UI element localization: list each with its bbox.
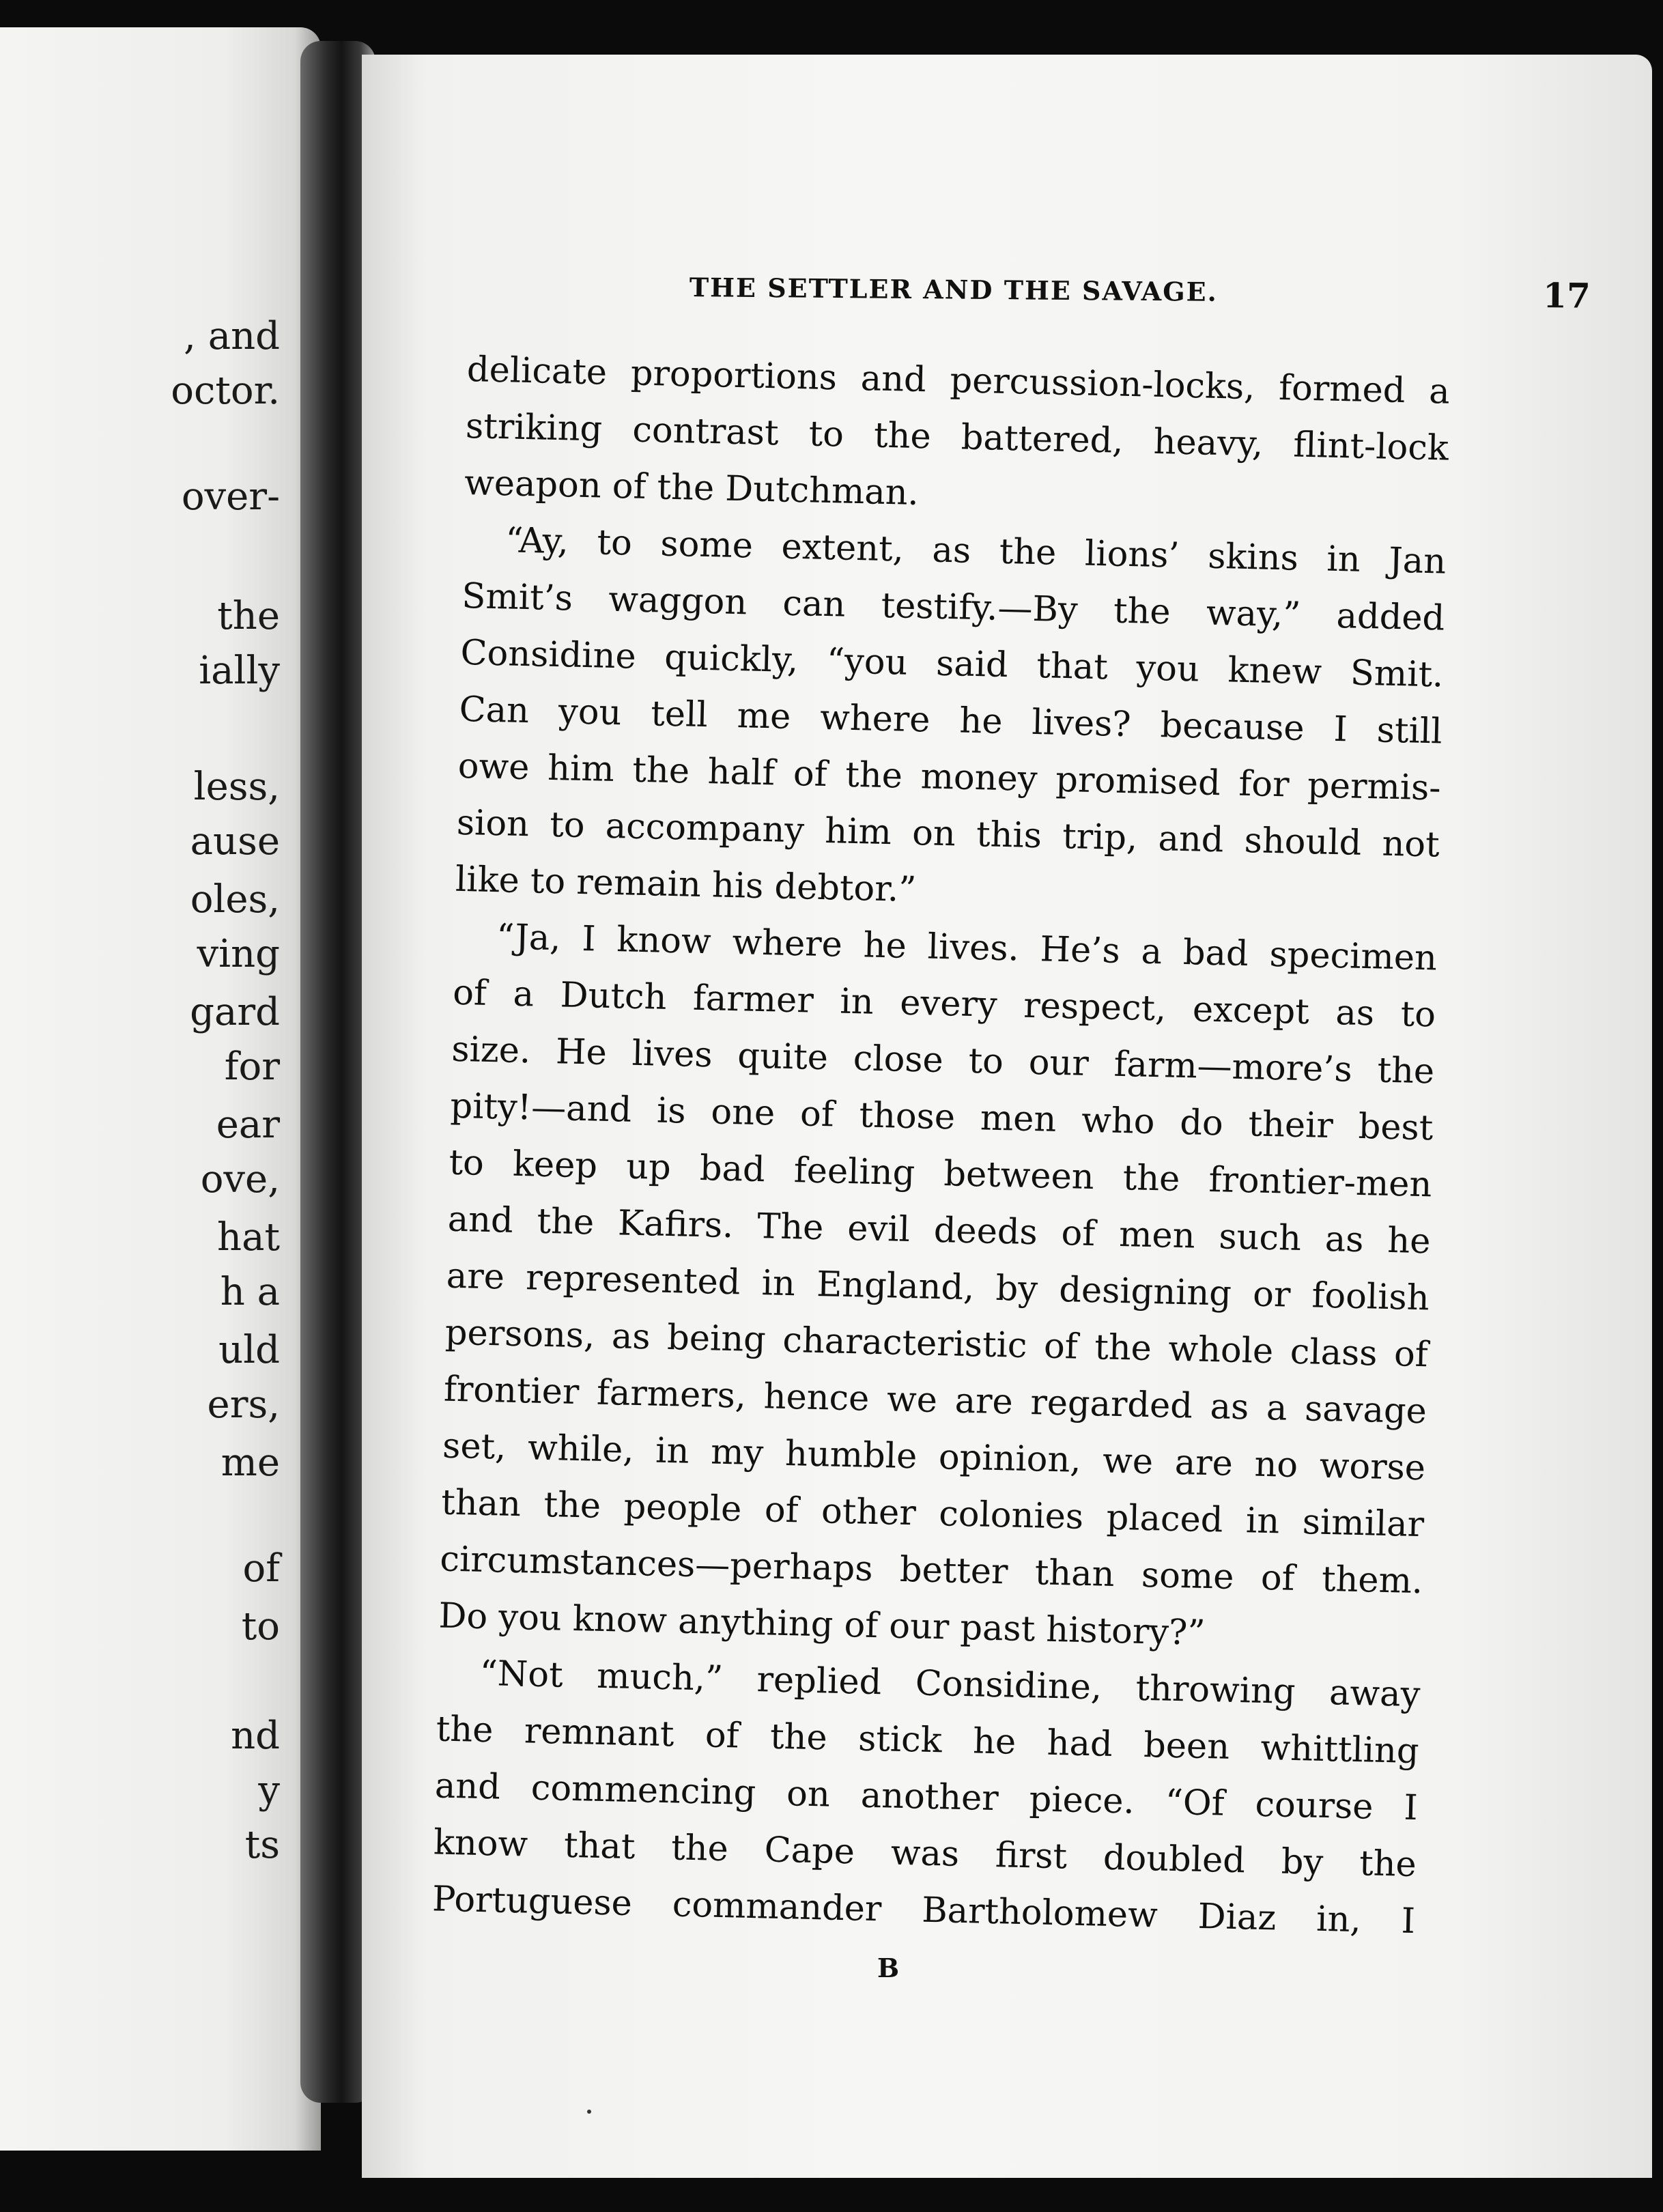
left-fragment: me	[221, 1441, 280, 1485]
left-fragment: gard	[190, 990, 280, 1034]
text-line: “Not much,” replied Considine, throwing away	[479, 1653, 1421, 1716]
text-line: like to remain his debtor.”	[455, 859, 917, 911]
left-fragment: hat	[217, 1215, 280, 1260]
signature-mark: B	[877, 1953, 900, 1983]
left-fragment: y	[258, 1768, 280, 1813]
text-line: delicate proportions and percussion-locks, formed a	[466, 349, 1451, 412]
text-line: set, while, in my humble opinion, we are no worse	[442, 1426, 1426, 1489]
left-fragment: h a	[220, 1270, 280, 1314]
left-fragment: for	[224, 1045, 280, 1089]
left-fragment: less,	[193, 765, 280, 809]
text-line: and the Kafirs. The evil deeds of men such as he	[447, 1199, 1432, 1262]
right-page	[362, 55, 1652, 2178]
left-fragment: ause	[190, 819, 280, 864]
left-fragment: ear	[216, 1103, 280, 1147]
text-line: Portuguese commander Bartholomew Diaz in, I	[431, 1879, 1416, 1942]
left-fragment: ove,	[200, 1157, 280, 1202]
left-fragment: octor.	[171, 369, 280, 413]
left-fragment: ially	[199, 649, 280, 693]
left-page	[0, 27, 321, 2151]
text-line: “Ay, to some extent, as the lions’ skins in Jan	[504, 520, 1447, 582]
text-line: Do you know anything of our past history?”	[438, 1596, 1206, 1654]
left-fragment: ers,	[207, 1382, 280, 1427]
text-line: frontier farmers, hence we are regarded as a savage	[443, 1369, 1427, 1432]
text-line: Can you tell me where he lives? because I still	[459, 689, 1443, 752]
text-line: Considine quickly, “you said that you knew Smit.	[459, 632, 1444, 696]
running-head	[689, 272, 1604, 316]
text-line: than the people of other colonies placed in similar	[440, 1482, 1425, 1546]
text-line: owe him the half of the money promised for permis-	[457, 746, 1442, 809]
text-line: circumstances—perhaps better than some of them.	[439, 1539, 1423, 1602]
left-fragment: uld	[218, 1328, 280, 1372]
left-fragment: the	[217, 594, 280, 638]
text-line: Smit’s waggon can testify.—By the way,” added	[461, 576, 1445, 639]
text-line: striking contrast to the battered, heavy, flint-lock	[465, 406, 1449, 469]
text-line: size. He lives quite close to our farm—more’s the	[451, 1029, 1435, 1092]
text-line: the remnant of the stick he had been whittling	[436, 1709, 1420, 1772]
text-line: and commencing on another piece. “Of course I	[434, 1766, 1419, 1829]
text-line: to keep up bad feeling between the frontier-men	[449, 1142, 1432, 1206]
left-fragment: , and	[184, 314, 280, 358]
text-line: pity!—and is one of those men who do their best	[449, 1086, 1434, 1149]
body-text	[431, 341, 1450, 1950]
left-fragment: to	[241, 1604, 280, 1649]
text-line: are represented in England, by designing or foolish	[446, 1256, 1430, 1319]
left-fragment: over-	[181, 474, 280, 519]
left-fragment: of	[242, 1546, 280, 1591]
left-fragment: nd	[231, 1714, 280, 1758]
text-line: sion to accompany him on this trip, and should not	[456, 802, 1440, 866]
text-line: know that the Cape was first doubled by the	[433, 1822, 1417, 1886]
running-title: THE SETTLER AND THE SAVAGE.	[689, 272, 1219, 307]
text-line: persons, as being characteristic of the whole class of	[444, 1312, 1429, 1376]
scan-speck	[587, 2110, 591, 2114]
left-fragment: ts	[244, 1823, 280, 1867]
left-fragment: oles,	[190, 877, 280, 922]
text-line: “Ja, I know where he lives. He’s a bad specimen	[496, 917, 1438, 979]
text-line: weapon of the Dutchman.	[464, 462, 920, 514]
left-fragment: ving	[197, 932, 280, 976]
text-line: of a Dutch farmer in every respect, except as to	[452, 972, 1436, 1036]
page-number: 17	[1542, 275, 1591, 316]
